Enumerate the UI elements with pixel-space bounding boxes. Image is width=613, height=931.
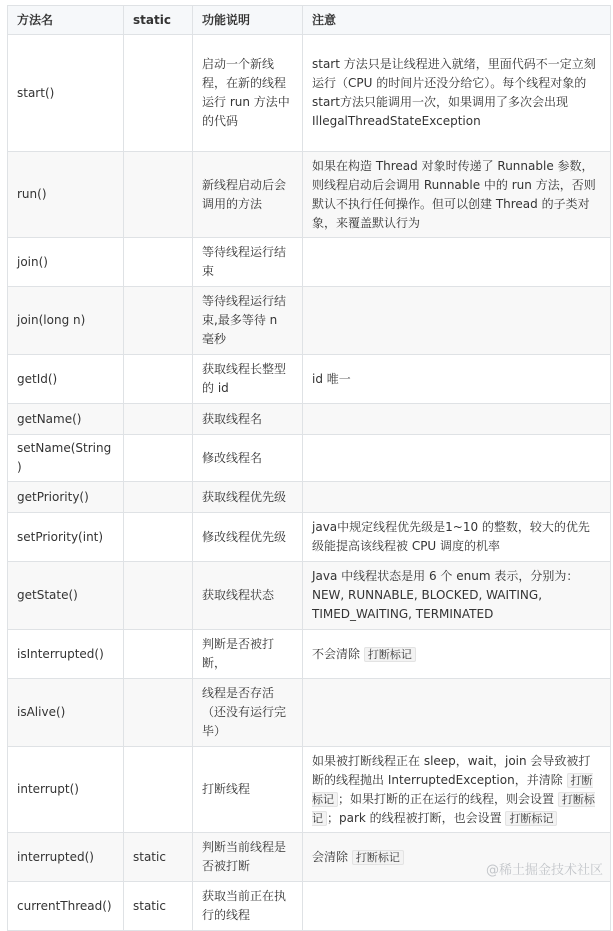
inline-code-interrupt-flag: 打断标记 <box>364 647 416 662</box>
header-method-name: 方法名 <box>8 6 124 35</box>
description-cell: 获取当前正在执行的线程 <box>193 882 303 931</box>
notes-cell <box>303 404 611 435</box>
description-cell: 获取线程优先级 <box>193 482 303 513</box>
note-text: ；如果打断的正在运行的线程，则会设置 <box>338 791 558 806</box>
method-name-cell: interrupted() <box>8 833 124 882</box>
header-description: 功能说明 <box>193 6 303 35</box>
static-cell <box>124 679 193 747</box>
notes-cell <box>303 679 611 747</box>
description-cell: 修改线程名 <box>193 435 303 482</box>
note-text: Java 中线程状态是用 6 个 enum 表示，分别为：NEW, RUNNABLE, BLOCKED, WAITING, TIMED_WAITING, TERMINATED <box>312 569 579 621</box>
description-cell: 判断当前线程是否被打断 <box>193 833 303 882</box>
header-notes: 注意 <box>303 6 611 35</box>
note-text: 会清除 <box>312 849 352 864</box>
description-cell: 打断线程 <box>193 747 303 833</box>
static-cell <box>124 630 193 679</box>
table-row <box>8 747 611 833</box>
method-name-cell: start() <box>8 35 124 152</box>
notes-cell <box>303 355 611 404</box>
method-name-cell: getState() <box>8 562 124 630</box>
method-name-cell: isInterrupted() <box>8 630 124 679</box>
description-cell: 获取线程长整型的 id <box>193 355 303 404</box>
method-name-cell: run() <box>8 152 124 238</box>
note-text: id 唯一 <box>312 371 351 386</box>
method-name-cell: setName(String) <box>8 435 124 482</box>
table-row <box>8 287 611 355</box>
note-text: 不会清除 <box>312 646 364 661</box>
table-row <box>8 679 611 747</box>
method-name-cell: interrupt() <box>8 747 124 833</box>
thread-methods-table <box>7 5 611 931</box>
table-header-row <box>8 6 611 35</box>
table-row <box>8 482 611 513</box>
inline-code-interrupt-flag: 打断标记 <box>505 811 557 826</box>
header-static: static <box>124 6 193 35</box>
notes-cell <box>303 630 611 679</box>
static-cell: static <box>124 833 193 882</box>
description-cell: 获取线程状态 <box>193 562 303 630</box>
description-cell: 等待线程运行结束,最多等待 n 毫秒 <box>193 287 303 355</box>
description-cell: 新线程启动后会调用的方法 <box>193 152 303 238</box>
notes-cell <box>303 482 611 513</box>
table-row <box>8 404 611 435</box>
notes-cell <box>303 238 611 287</box>
static-cell <box>124 747 193 833</box>
method-name-cell: setPriority(int) <box>8 513 124 562</box>
method-name-cell: getId() <box>8 355 124 404</box>
table-row <box>8 152 611 238</box>
static-cell <box>124 562 193 630</box>
notes-cell <box>303 513 611 562</box>
static-cell <box>124 35 193 152</box>
table-row <box>8 435 611 482</box>
description-cell: 获取线程名 <box>193 404 303 435</box>
table-row <box>8 513 611 562</box>
note-text: start 方法只是让线程进入就绪，里面代码不一定立刻运行（CPU 的时间片还没分给它）。每个线程对象的start方法只能调用一次，如果调用了多次会出现IllegalThreadStateException <box>312 57 596 128</box>
table-row <box>8 355 611 404</box>
static-cell <box>124 482 193 513</box>
static-cell <box>124 152 193 238</box>
method-name-cell: getName() <box>8 404 124 435</box>
notes-cell <box>303 435 611 482</box>
method-name-cell: currentThread() <box>8 882 124 931</box>
inline-code-interrupt-flag: 打断标记 <box>312 792 595 825</box>
notes-cell <box>303 35 611 152</box>
note-text: ；park 的线程被打断，也会设置 <box>327 810 506 825</box>
notes-cell <box>303 562 611 630</box>
note-text: 如果被打断线程正在 sleep，wait，join 会导致被打断的线程抛出 InterruptedException，并清除 <box>312 753 591 787</box>
notes-cell <box>303 747 611 833</box>
static-cell <box>124 355 193 404</box>
method-name-cell: isAlive() <box>8 679 124 747</box>
description-cell: 判断是否被打断， <box>193 630 303 679</box>
static-cell <box>124 404 193 435</box>
table-row <box>8 630 611 679</box>
description-cell: 修改线程优先级 <box>193 513 303 562</box>
notes-cell <box>303 152 611 238</box>
notes-cell <box>303 287 611 355</box>
table-row <box>8 562 611 630</box>
method-name-cell: getPriority() <box>8 482 124 513</box>
static-cell <box>124 238 193 287</box>
static-cell <box>124 435 193 482</box>
method-name-cell: join(long n) <box>8 287 124 355</box>
description-cell: 线程是否存活（还没有运行完毕） <box>193 679 303 747</box>
inline-code-interrupt-flag: 打断标记 <box>352 850 404 865</box>
watermark-text: @稀土掘金技术社区 <box>485 863 603 878</box>
note-text: java中规定线程优先级是1~10 的整数，较大的优先级能提高该线程被 CPU 调度的机率 <box>312 520 590 553</box>
notes-cell <box>303 882 611 931</box>
table-row <box>8 35 611 152</box>
static-cell <box>124 513 193 562</box>
static-cell <box>124 287 193 355</box>
table-row <box>8 238 611 287</box>
note-text: 如果在构造 Thread 对象时传递了 Runnable 参数，则线程启动后会调用 Runnable 中的 run 方法，否则默认不执行任何操作。但可以创建 Thread 的子类对象，来覆盖默认行为 <box>312 158 596 230</box>
description-cell: 启动一个新线程，在新的线程运行 run 方法中的代码 <box>193 35 303 152</box>
table-row <box>8 882 611 931</box>
inline-code-interrupt-flag: 打断标记 <box>312 773 593 806</box>
method-name-cell: join() <box>8 238 124 287</box>
table-body <box>8 35 611 931</box>
static-cell: static <box>124 882 193 931</box>
description-cell: 等待线程运行结束 <box>193 238 303 287</box>
